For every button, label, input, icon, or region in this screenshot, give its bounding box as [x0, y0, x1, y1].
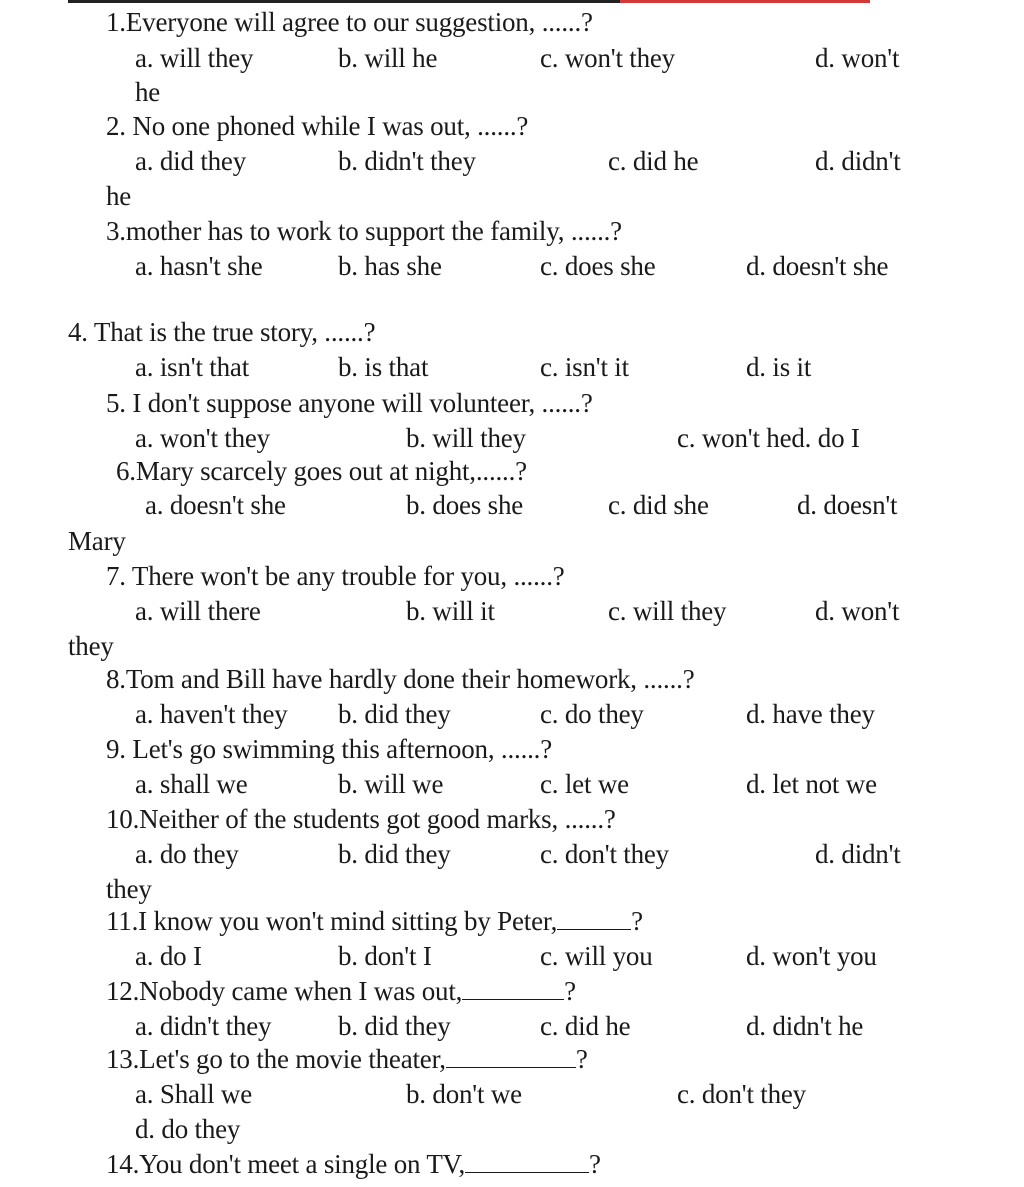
question-13-question-mark: ? [575, 1044, 588, 1074]
question-12-question-mark: ? [564, 976, 576, 1006]
question-10-option-d[interactable]: d. didn't [815, 839, 901, 869]
question-8-stem: 8.Tom and Bill have hardly done their homework, ......? [106, 664, 695, 694]
question-1-option-c[interactable]: c. won't they [540, 43, 675, 73]
question-13-option-c[interactable]: c. don't they [677, 1079, 806, 1109]
question-9-stem: 9. Let's go swimming this afternoon, ......? [106, 734, 553, 764]
question-12-stem [106, 975, 576, 1007]
question-3-option-b[interactable]: b. has she [338, 251, 442, 281]
question-1-option-d-wrap: he [135, 77, 161, 107]
question-2-stem: 2. No one phoned while I was out, ......? [106, 111, 529, 141]
question-13-stem-text: 13.Let's go to the movie theater, [106, 1044, 446, 1074]
question-12-option-b[interactable]: b. did they [338, 1011, 451, 1041]
question-14-stem [106, 1148, 601, 1180]
question-1-stem: 1.Everyone will agree to our suggestion, ......? [106, 7, 593, 37]
question-7-option-b[interactable]: b. will it [406, 596, 495, 626]
question-9-option-a[interactable]: a. shall we [135, 769, 248, 799]
question-11-stem [106, 905, 643, 937]
question-2-option-b[interactable]: b. didn't they [338, 146, 476, 176]
question-8-option-c[interactable]: c. do they [540, 699, 644, 729]
question-2-option-a[interactable]: a. did they [135, 146, 247, 176]
question-1-option-b[interactable]: b. will he [338, 43, 438, 73]
question-11-option-c[interactable]: c. will you [540, 941, 653, 971]
question-13-option-a[interactable]: a. Shall we [135, 1079, 253, 1109]
question-2-option-d[interactable]: d. didn't [815, 146, 901, 176]
question-4-stem: 4. That is the true story, ......? [68, 317, 376, 347]
question-6-option-d[interactable]: d. doesn't [797, 490, 898, 520]
question-2-option-c[interactable]: c. did he [608, 146, 699, 176]
question-10-option-d-wrap: they [106, 874, 152, 904]
question-11-answer-blank[interactable] [557, 907, 631, 930]
question-12-option-d[interactable]: d. didn't he [746, 1011, 864, 1041]
question-8-option-a[interactable]: a. haven't they [135, 699, 288, 729]
question-3-stem: 3.mother has to work to support the family, ......? [106, 216, 622, 246]
question-7-option-a[interactable]: a. will there [135, 596, 261, 626]
question-5-option-c[interactable]: c. won't hed. do I [677, 423, 860, 453]
question-3-option-a[interactable]: a. hasn't she [135, 251, 263, 281]
question-12-option-a[interactable]: a. didn't they [135, 1011, 272, 1041]
question-9-option-d[interactable]: d. let not we [746, 769, 877, 799]
question-12-answer-blank[interactable] [462, 977, 564, 1000]
question-6-option-c[interactable]: c. did she [608, 490, 709, 520]
question-7-option-c[interactable]: c. will they [608, 596, 727, 626]
question-9-option-b[interactable]: b. will we [338, 769, 444, 799]
question-12-option-c[interactable]: c. did he [540, 1011, 631, 1041]
question-10-option-a[interactable]: a. do they [135, 839, 239, 869]
question-3-option-d[interactable]: d. doesn't she [746, 251, 889, 281]
question-11-option-b[interactable]: b. don't I [338, 941, 432, 971]
question-10-option-b[interactable]: b. did they [338, 839, 451, 869]
question-13-stem [106, 1043, 588, 1075]
question-14-question-mark: ? [589, 1149, 601, 1179]
question-10-option-c[interactable]: c. don't they [540, 839, 669, 869]
question-6-stem: 6.Mary scarcely goes out at night,......? [116, 456, 527, 486]
question-14-answer-blank[interactable] [465, 1150, 589, 1173]
question-8-option-b[interactable]: b. did they [338, 699, 451, 729]
question-4-option-b[interactable]: b. is that [338, 352, 429, 382]
question-11-option-a[interactable]: a. do I [135, 941, 202, 971]
question-13-option-b[interactable]: b. don't we [406, 1079, 522, 1109]
question-7-option-d-wrap: they [68, 631, 114, 661]
question-3-option-c[interactable]: c. does she [540, 251, 656, 281]
question-4-option-a[interactable]: a. isn't that [135, 352, 249, 382]
question-2-option-d-wrap: he [106, 181, 132, 211]
question-6-option-b[interactable]: b. does she [406, 490, 524, 520]
question-1-option-a[interactable]: a. will they [135, 43, 254, 73]
question-8-option-d[interactable]: d. have they [746, 699, 875, 729]
question-7-stem: 7. There won't be any trouble for you, ......? [106, 561, 565, 591]
question-5-option-b[interactable]: b. will they [406, 423, 526, 453]
question-13-answer-blank[interactable] [446, 1045, 576, 1068]
question-1-option-d[interactable]: d. won't [815, 43, 900, 73]
question-4-option-c[interactable]: c. isn't it [540, 352, 629, 382]
question-7-option-d[interactable]: d. won't [815, 596, 900, 626]
question-12-stem-text: 12.Nobody came when I was out, [106, 976, 463, 1006]
question-11-stem-text: 11.I know you won't mind sitting by Peter, [106, 906, 558, 936]
question-6-option-d-wrap: Mary [68, 526, 126, 556]
top-border-accent [620, 0, 870, 3]
question-4-option-d[interactable]: d. is it [746, 352, 812, 382]
question-5-stem: 5. I don't suppose anyone will volunteer, ......? [106, 388, 593, 418]
question-6-option-a[interactable]: a. doesn't she [145, 490, 286, 520]
question-13-option-d[interactable]: d. do they [135, 1114, 241, 1144]
question-11-question-mark: ? [631, 906, 643, 936]
question-11-option-d[interactable]: d. won't you [746, 941, 877, 971]
question-10-stem: 10.Neither of the students got good marks, ......? [106, 804, 616, 834]
question-14-stem-text: 14.You don't meet a single on TV, [106, 1149, 466, 1179]
question-5-option-a[interactable]: a. won't they [135, 423, 270, 453]
question-9-option-c[interactable]: c. let we [540, 769, 629, 799]
